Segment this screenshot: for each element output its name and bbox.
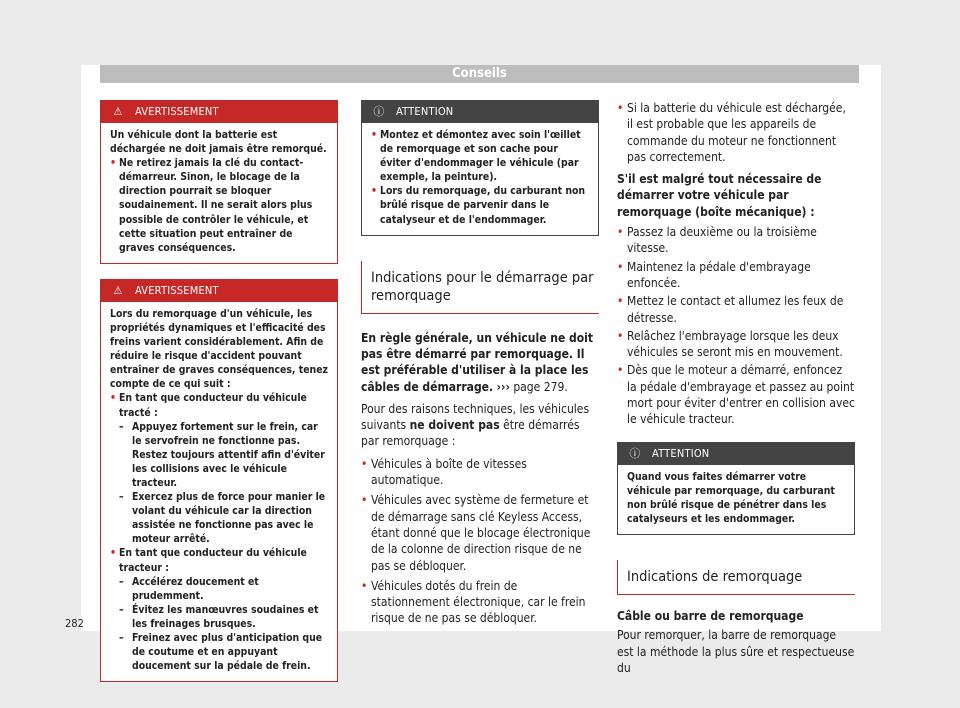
warning-box-1 xyxy=(100,100,338,264)
page-number: 282 xyxy=(65,617,84,630)
warning-box-1-body xyxy=(101,123,337,263)
warning-intro: Lors du remorquage d'un véhicule, les propriétés dynamiques et l'efficacité des freins varient considérablement. Afin de réduire le risque d'accident pouvant entraîner de graves conséquences, tenez compte de ce qui suit : xyxy=(110,307,328,391)
cross-reference-arrow-icon: ››› xyxy=(496,379,510,394)
attention-bullet: • Lors du remorquage, du carburant non brûlé risque de parvenir dans le catalyseur et de l'endommager. xyxy=(371,184,590,226)
warning-box-2 xyxy=(100,279,338,682)
warning-bullet: • En tant que conducteur du véhicule tracté : xyxy=(110,391,329,419)
intro-bold-text: En règle générale, un véhicule ne doit pas être démarré par remorquage. Il est préférable d'utiliser à la place les câbles de démarrage. xyxy=(361,330,594,394)
warning-triangle-icon: ⚠ xyxy=(113,105,123,118)
step-item: • Maintenez la pédale d'embrayage enfoncée. xyxy=(617,259,855,292)
text-fragment: Pour des raisons techniques, les véhicules suivants xyxy=(361,401,590,433)
list-item: • Véhicules avec système de fermeture et de démarrage sans clé Keyless Access, étant donné que le blocage électronique de la colonne de direction risque de ne pas se débloquer. xyxy=(361,492,599,573)
warning-dash-item: – Accélérez doucement et prudemment. xyxy=(110,575,329,603)
info-circle-icon: ⓘ xyxy=(629,446,641,460)
attention-label: ATTENTION xyxy=(652,446,710,460)
attention-text: Quand vous faites démarrer votre véhicule par remorquage, du carburant non brûlé risque de pénétrer dans les catalyseurs et les endommager. xyxy=(627,470,835,525)
warning-dash-item: – Appuyez fortement sur le frein, car le servofrein ne fonctionne pas. Restez toujours attentif afin d'éviter les collisions avec le véhicule tracteur. xyxy=(110,420,329,490)
header-title: Conseils xyxy=(452,66,507,81)
warning-dash-item: – Freinez avec plus d'anticipation que de coutume et en appuyant doucement sur la pédale de frein. xyxy=(110,631,329,673)
warning-intro: Un véhicule dont la batterie est déchargée ne doit jamais être remorqué. xyxy=(110,129,327,156)
section-body xyxy=(361,330,599,627)
column-right xyxy=(617,100,855,676)
page-header xyxy=(100,65,859,83)
attention-bullet: • Montez et démontez avec soin l'œillet de remorquage et son cache pour éviter d'endommager le véhicule (par exemple, la peinture). xyxy=(371,128,590,184)
steps-body xyxy=(617,100,855,428)
attention-box-2-body xyxy=(618,465,854,534)
section-title: Indications pour le démarrage par remorquage xyxy=(371,269,594,304)
warning-triangle-icon: ⚠ xyxy=(113,283,123,297)
attention-box-1-header xyxy=(362,101,598,123)
subheading: Câble ou barre de remorquage xyxy=(617,609,804,624)
warning-box-2-body xyxy=(101,302,337,681)
warning-label: AVERTISSEMENT xyxy=(135,283,219,297)
subheading: S'il est malgré tout nécessaire de démarrer votre véhicule par remorquage (boîte mécanique) : xyxy=(617,172,822,219)
step-item: • Passez la deuxième ou la troisième vitesse. xyxy=(617,224,855,257)
column-left xyxy=(100,100,338,682)
section-title: Indications de remorquage xyxy=(627,569,803,586)
step-item: • Relâchez l'embrayage lorsque les deux véhicules se seront mis en mouvement. xyxy=(617,328,855,361)
list-item: • Si la batterie du véhicule est déchargée, il est probable que les appareils de commande du moteur ne fonctionnent pas correctement. xyxy=(617,100,855,165)
column-middle xyxy=(361,100,599,627)
step-item: • Mettez le contact et allumez les feux de détresse. xyxy=(617,293,855,326)
step-item: • Dès que le moteur a démarré, enfoncez la pédale d'embrayage et passez au point mort pour éviter d'entrer en collision avec le véhicule tracteur. xyxy=(617,362,855,427)
paragraph-intro: En règle générale, un véhicule ne doit pas être démarré par remorquage. Il est préférable d'utiliser à la place les câbles de démarrage. ››› page 279. xyxy=(361,330,594,394)
emphasis-text: ne doivent pas xyxy=(409,418,500,433)
attention-box-2 xyxy=(617,442,855,535)
attention-box-1-body xyxy=(362,123,598,235)
warning-box-2-header xyxy=(101,280,337,302)
section-heading-towing xyxy=(617,560,855,595)
towing-body xyxy=(617,608,855,676)
paragraph-list-intro xyxy=(361,401,599,450)
warning-box-1-header xyxy=(101,101,337,123)
paragraph: Pour remorquer, la barre de remorquage est la méthode la plus sûre et respectueuse du xyxy=(617,628,855,675)
warning-dash-item: – Évitez les manœuvres soudaines et les freinages brusques. xyxy=(110,603,329,631)
warning-bullet: • Ne retirez jamais la clé du contact-démarreur. Sinon, le blocage de la direction pourrait se bloquer soudainement. Il ne serait alors plus possible de contrôler le véhicule, et cette situation peut entraîner de graves conséquences. xyxy=(110,156,329,255)
warning-label: AVERTISSEMENT xyxy=(135,105,219,118)
list-item: • Véhicules dotés du frein de stationnement électronique, car le frein risque de ne pas se débloquer. xyxy=(361,578,599,627)
section-heading-start xyxy=(361,261,599,314)
attention-box-2-header xyxy=(618,443,854,465)
list-item: • Véhicules à boîte de vitesses automatique. xyxy=(361,456,599,489)
info-circle-icon: ⓘ xyxy=(373,105,385,118)
attention-box-1 xyxy=(361,100,599,236)
page-reference-link[interactable]: page 279 xyxy=(513,379,565,394)
text-fragment: être démarrés par remorquage : xyxy=(361,418,580,449)
attention-label: ATTENTION xyxy=(396,105,454,118)
warning-dash-item: – Exercez plus de force pour manier le volant du véhicule car la direction assistée ne fonctionne pas avec le moteur arrêté. xyxy=(110,490,329,546)
warning-bullet: • En tant que conducteur du véhicule tracteur : xyxy=(110,546,329,574)
